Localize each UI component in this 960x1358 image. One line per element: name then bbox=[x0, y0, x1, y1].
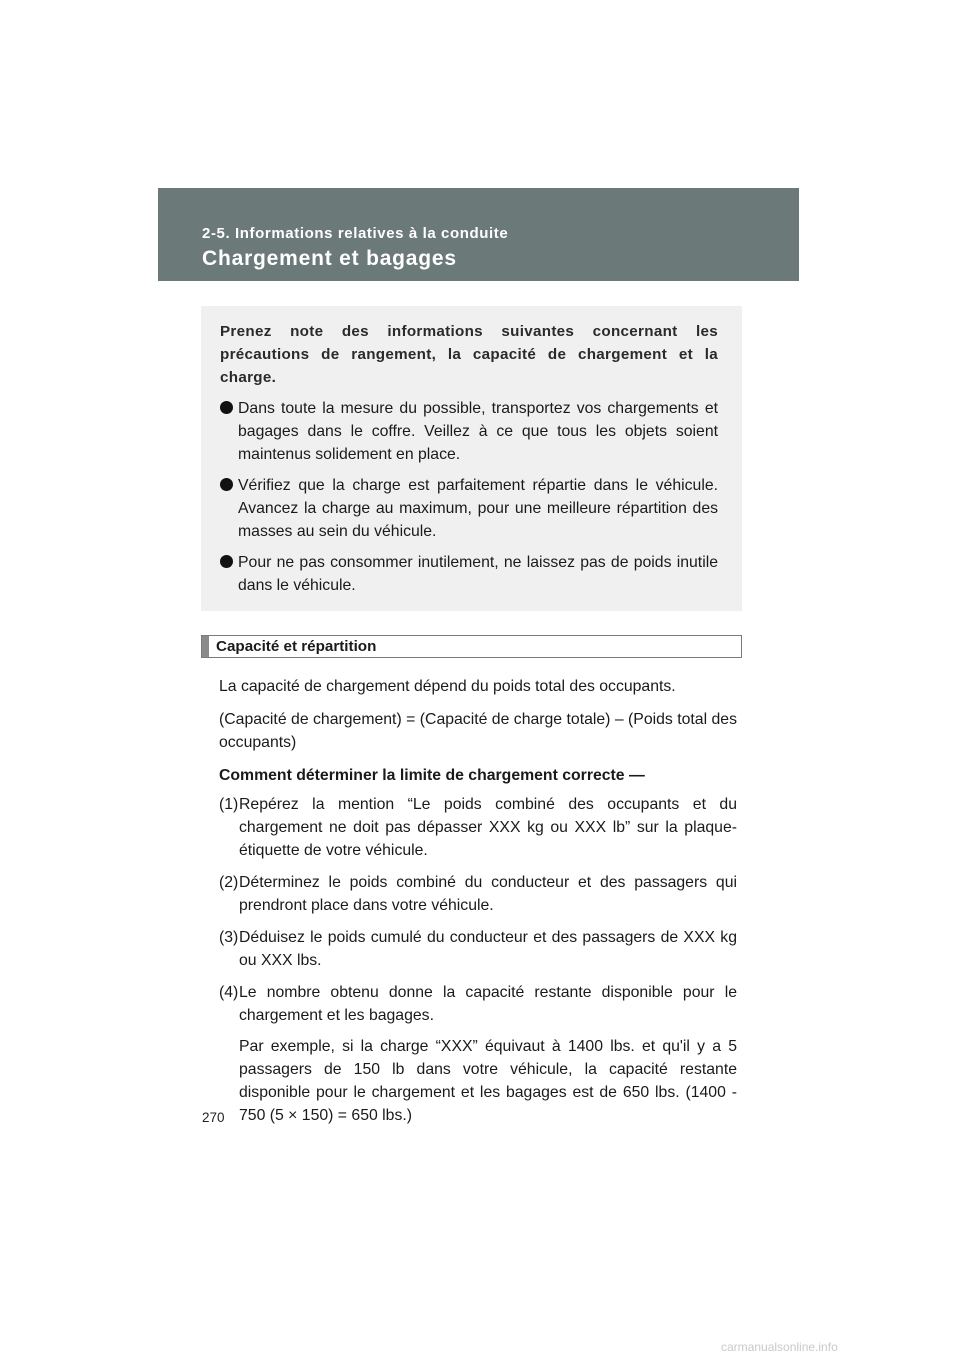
bullet-text: Vérifiez que la charge est parfaitement répartie dans le véhicule. Avancez la charge au maximum, pour une meilleure répartition des masses au sein du véhicule. bbox=[238, 477, 718, 540]
step-text: Déduisez le poids cumulé du conducteur et des passagers de XXX kg ou XXX lbs. bbox=[239, 929, 737, 969]
chapter-header-band bbox=[158, 188, 799, 281]
step-text: Déterminez le poids combiné du conducteur et des passagers qui prendront place dans votre véhicule. bbox=[239, 874, 737, 914]
body-content bbox=[219, 675, 737, 1136]
bullet-icon bbox=[220, 478, 233, 491]
step-number: (1) bbox=[219, 796, 239, 813]
bullet-icon bbox=[220, 555, 233, 568]
watermark: carmanualsonline.info bbox=[721, 1340, 838, 1354]
paragraph-capacity: La capacité de chargement dépend du poids total des occupants. bbox=[219, 678, 676, 695]
subheading-bar bbox=[201, 635, 742, 658]
lead-how-to: Comment déterminer la limite de chargement correcte — bbox=[219, 767, 645, 784]
paragraph-formula: (Capacité de chargement) = (Capacité de charge totale) – (Poids total des occupants) bbox=[219, 711, 737, 751]
step-item bbox=[219, 793, 737, 862]
precautions-note-box bbox=[201, 306, 742, 611]
step-number: (3) bbox=[219, 929, 239, 946]
bullet-text: Pour ne pas consommer inutilement, ne laissez pas de poids inutile dans le véhicule. bbox=[238, 554, 718, 594]
bullet-item bbox=[220, 397, 718, 466]
step-item bbox=[219, 926, 737, 972]
page-title: Chargement et bagages bbox=[202, 247, 457, 270]
step-number: (2) bbox=[219, 874, 239, 891]
subheading-capacity: Capacité et répartition bbox=[216, 638, 377, 655]
bullet-item bbox=[220, 474, 718, 543]
page-number: 270 bbox=[202, 1110, 225, 1125]
section-label: 2-5. Informations relatives à la conduite bbox=[202, 225, 509, 242]
step-text: Repérez la mention “Le poids combiné des occupants et du chargement ne doit pas dépasser XXX kg ou XXX lb” sur la plaque-étiquette de votre véhicule. bbox=[239, 796, 737, 859]
step-text: Le nombre obtenu donne la capacité restante disponible pour le chargement et les bagages. bbox=[239, 984, 737, 1024]
step-item bbox=[219, 981, 737, 1127]
note-intro: Prenez note des informations suivantes concernant les précautions de rangement, la capacité de chargement et la charge. bbox=[220, 323, 718, 386]
step-item bbox=[219, 871, 737, 917]
example-text: Par exemple, si la charge “XXX” équivaut à 1400 lbs. et qu'il y a 5 passagers de 150 lb dans votre véhicule, la capacité restante disponible pour le chargement et les bagages est de 650 lbs. (1400 - 750 (5 × 150) = 650 lbs.) bbox=[239, 1038, 737, 1124]
step-number: (4) bbox=[219, 984, 239, 1001]
bullet-text: Dans toute la mesure du possible, transportez vos chargements et bagages dans le coffre. Veillez à ce que tous les objets soient maintenus solidement en place. bbox=[238, 400, 718, 463]
bullet-icon bbox=[220, 401, 233, 414]
bullet-item bbox=[220, 551, 718, 597]
